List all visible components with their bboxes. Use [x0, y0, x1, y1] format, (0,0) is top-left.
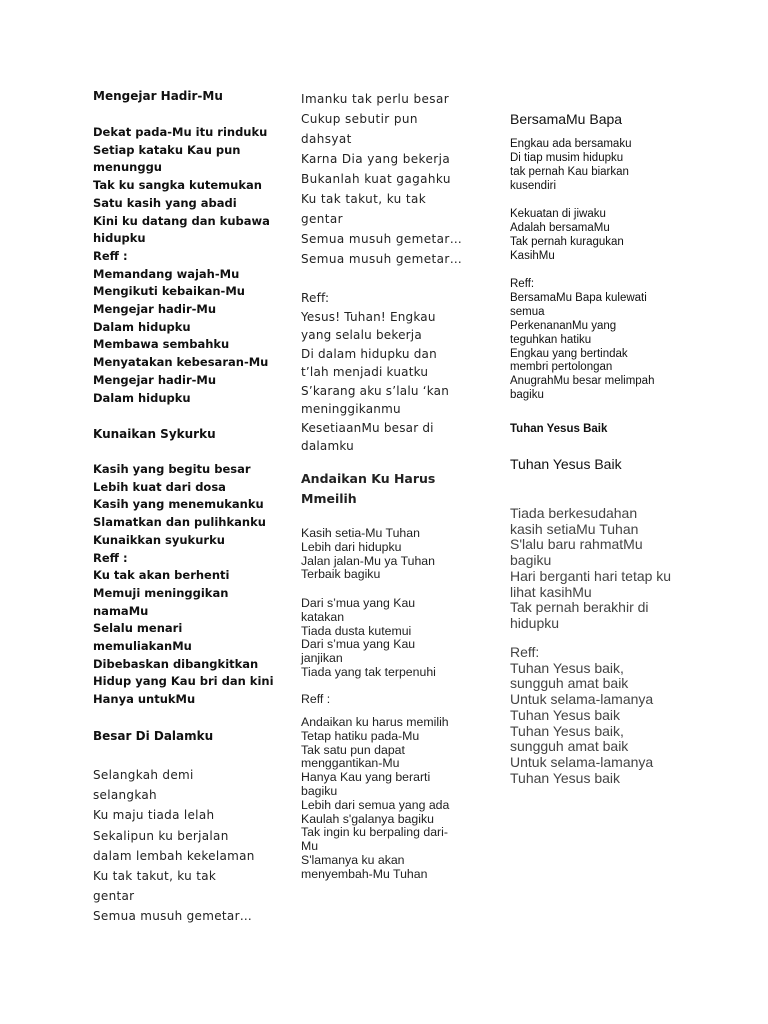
lyric-line: Imanku tak perlu besar — [301, 92, 450, 106]
lyric-line: Tak satu pun dapat — [301, 742, 405, 757]
lyric-line: kusendiri — [510, 179, 557, 192]
lyric-line: janjikan — [301, 651, 343, 666]
lyric-line: Semua musuh gemetar… — [301, 252, 463, 266]
lyric-line: dalam lembah kekelaman — [93, 848, 255, 863]
lyric-line: PerkenananMu yang — [510, 319, 617, 332]
reff-lyrics — [510, 645, 653, 786]
lyric-line: semua — [510, 305, 545, 318]
lyric-line: KasihMu — [510, 249, 555, 262]
lyric-line: Mengikuti kebaikan-Mu — [93, 284, 245, 299]
song-title: Tuhan Yesus Baik — [510, 456, 622, 472]
song-lyrics — [93, 461, 274, 709]
lyric-line: Reff: — [301, 291, 330, 305]
lyric-line: Reff : — [93, 248, 128, 263]
lyric-line: sungguh amat baik — [510, 738, 629, 755]
lyric-line: Memuji meninggikan — [93, 585, 229, 600]
song-lyrics — [510, 138, 631, 194]
lyric-line: Tiada dusta kutemui — [301, 623, 412, 638]
lyric-line: Ku tak takut, ku tak — [301, 192, 427, 206]
lyric-line: Tak pernah berakhir di — [510, 599, 649, 616]
lyric-line: Dari s’mua yang Kau — [301, 596, 416, 610]
lyric-line: Karna Dia yang bekerja — [301, 152, 451, 166]
lyric-line: membri pertolongan — [510, 361, 613, 374]
lyric-line: Mmeilih — [301, 491, 357, 506]
lyric-line: Semua musuh gemetar… — [301, 232, 463, 246]
song-lyrics — [510, 506, 671, 632]
lyric-line: Selangkah demi — [93, 768, 194, 782]
lyric-line: hidupku — [510, 614, 560, 631]
lyric-line: Kekuatan di jiwaku — [510, 208, 606, 220]
lyric-line: Engkau ada bersamaku — [510, 138, 632, 150]
lyric-line: memuliakanMu — [93, 639, 192, 654]
lyric-line: dalamku — [301, 439, 354, 453]
lyric-line: Lebih dari semua yang ada — [301, 797, 450, 812]
lyric-line: tak pernah Kau biarkan — [510, 165, 629, 178]
lyric-line: Bukanlah kuat gagahku — [301, 172, 451, 186]
lyric-line: Satu kasih yang abadi — [93, 195, 237, 210]
lyric-line: Dari s’mua yang Kau — [301, 637, 416, 652]
lyric-line: teguhkan hatiku — [510, 333, 592, 346]
lyric-line: Andaikan Ku Harus — [301, 471, 436, 486]
lyric-line: Setiap kataku Kau pun — [93, 142, 241, 157]
lyric-line: Tetap hatiku pada-Mu — [301, 728, 420, 743]
lyric-line: Mengejar hadir-Mu — [93, 302, 217, 317]
lyric-line: Slamatkan dan pulihkanku — [93, 515, 266, 530]
lyric-line: Memandang wajah-Mu — [93, 266, 240, 281]
lyric-line: Reff: — [510, 644, 540, 660]
lyric-line: Jalan jalan-Mu ya Tuhan — [301, 553, 435, 568]
lyric-line: Sekalipun ku berjalan — [93, 828, 229, 843]
song-lyrics — [93, 765, 255, 927]
lyric-line: meninggikanmu — [301, 402, 401, 416]
lyric-line: Dekat pada-Mu itu rinduku — [93, 125, 268, 139]
lyric-line: Kaulah s'galanya bagiku — [301, 811, 434, 826]
lyric-line: gentar — [301, 212, 343, 226]
lyric-line: Tiada berkesudahan — [510, 505, 638, 521]
song-lyrics — [301, 716, 449, 882]
lyric-line: gentar — [93, 889, 135, 904]
lyric-line: dahsyat — [301, 132, 352, 146]
lyric-line: Hanya Kau yang berarti — [301, 770, 431, 785]
song-title: Kunaikan Sykurku — [93, 427, 216, 441]
lyric-line: Lebih kuat dari dosa — [93, 479, 226, 494]
lyric-line: Tuhan Yesus baik — [510, 769, 621, 786]
lyric-line: lihat kasihMu — [510, 583, 592, 600]
lyric-line: Selalu menari — [93, 621, 183, 636]
lyric-line: Yesus! Tuhan! Engkau — [301, 309, 436, 324]
lyric-line: Lebih dari hidupku — [301, 539, 402, 554]
song-title — [301, 469, 435, 509]
lyric-line: Hanya untukMu — [93, 692, 196, 707]
song-lyrics — [93, 124, 270, 407]
lyric-line: Reff : — [93, 550, 128, 565]
lyric-line: Dalam hidupku — [93, 319, 191, 334]
lyric-line: bagiku — [301, 783, 338, 798]
lyric-line: Mu — [301, 839, 319, 854]
lyric-line: Ku maju tiada lelah — [93, 808, 215, 823]
lyric-line: Tak ku sangka kutemukan — [93, 178, 262, 193]
small-heading: Tuhan Yesus Baik — [510, 423, 608, 435]
lyric-line: yang selalu bekerja — [301, 328, 422, 342]
lyric-line: namaMu — [93, 603, 149, 618]
song-lyrics — [301, 89, 462, 269]
lyric-line: Terbaik bagiku — [301, 567, 381, 582]
song-title: BersamaMu Bapa — [510, 111, 623, 127]
song-lyrics — [510, 208, 624, 264]
reff-lyrics — [301, 289, 449, 456]
lyric-line: S'lamanya ku akan — [301, 852, 405, 867]
lyric-line: Dalam hidupku — [93, 390, 191, 405]
reff-label: Reff : — [301, 692, 331, 706]
lyric-line: Kunaikkan syukurku — [93, 532, 225, 547]
song-lyrics — [301, 597, 436, 680]
lyric-line: kasih setiaMu Tuhan — [510, 520, 639, 537]
lyric-line: Kasih yang menemukanku — [93, 497, 264, 512]
lyric-line: Engkau yang bertindak — [510, 347, 628, 360]
lyric-line: Tak pernah kuragukan — [510, 235, 624, 248]
lyric-line: Mengejar hadir-Mu — [93, 372, 217, 387]
lyric-line: Hari berganti hari tetap ku — [510, 567, 672, 584]
lyric-line: sungguh amat baik — [510, 675, 629, 692]
song-title: Mengejar Hadir-Mu — [93, 89, 223, 103]
lyric-line: Dibebaskan dibangkitkan — [93, 656, 259, 671]
lyric-line: Hidup yang Kau bri dan kini — [93, 674, 274, 689]
lyric-line: KesetiaanMu besar di — [301, 420, 434, 435]
lyric-line: menunggu — [93, 160, 162, 175]
lyric-line: Di dalam hidupku dan — [301, 346, 437, 361]
lyric-line: Tak ingin ku berpaling dari- — [301, 825, 448, 840]
lyric-line: Reff: — [510, 278, 535, 290]
lyric-line: Untuk selama-lamanya — [510, 753, 654, 770]
song-title: Besar Di Dalamku — [93, 729, 214, 743]
lyric-line: Tiada yang tak terpenuhi — [301, 664, 436, 679]
lyric-line: Cukup sebutir pun — [301, 112, 418, 126]
lyric-line: Membawa sembahku — [93, 337, 230, 352]
lyric-line: Andaikan ku harus memilih — [301, 715, 449, 729]
lyric-line: Ku tak akan berhenti — [93, 568, 230, 583]
lyric-line: Semua musuh gemetar… — [93, 909, 253, 924]
lyric-line: AnugrahMu besar melimpah — [510, 375, 655, 388]
lyric-line: Adalah bersamaMu — [510, 221, 610, 234]
lyric-line: Tuhan Yesus baik — [510, 706, 621, 723]
lyric-line: Untuk selama-lamanya — [510, 691, 654, 708]
lyric-line: menyembah-Mu Tuhan — [301, 866, 428, 881]
lyric-line: katakan — [301, 609, 345, 624]
lyric-line: BersamaMu Bapa kulewati — [510, 291, 647, 304]
lyric-line: Tuhan Yesus baik, — [510, 659, 624, 676]
lyric-line: menggantikan-Mu — [301, 756, 400, 771]
lyric-line: Kasih yang begitu besar — [93, 462, 251, 476]
lyric-line: Tuhan Yesus baik, — [510, 722, 624, 739]
lyric-line: hidupku — [93, 231, 146, 246]
lyric-line: bagiku — [510, 552, 552, 569]
lyric-line: S’karang aku s’lalu ‘kan — [301, 383, 450, 398]
lyric-line: bagiku — [510, 389, 544, 402]
lyric-line: Kasih setia-Mu Tuhan — [301, 526, 420, 540]
lyric-line: Kini ku datang dan kubawa — [93, 213, 270, 228]
reff-lyrics — [510, 278, 654, 403]
lyric-line: selangkah — [93, 788, 157, 803]
song-lyrics — [301, 527, 435, 582]
lyric-line: t’lah menjadi kuatku — [301, 365, 429, 379]
lyric-line: Di tiap musim hidupku — [510, 151, 624, 164]
lyric-line: S'lalu baru rahmatMu — [510, 536, 643, 553]
lyric-line: Ku tak takut, ku tak — [93, 869, 217, 884]
lyric-line: Menyatakan kebesaran-Mu — [93, 355, 269, 370]
